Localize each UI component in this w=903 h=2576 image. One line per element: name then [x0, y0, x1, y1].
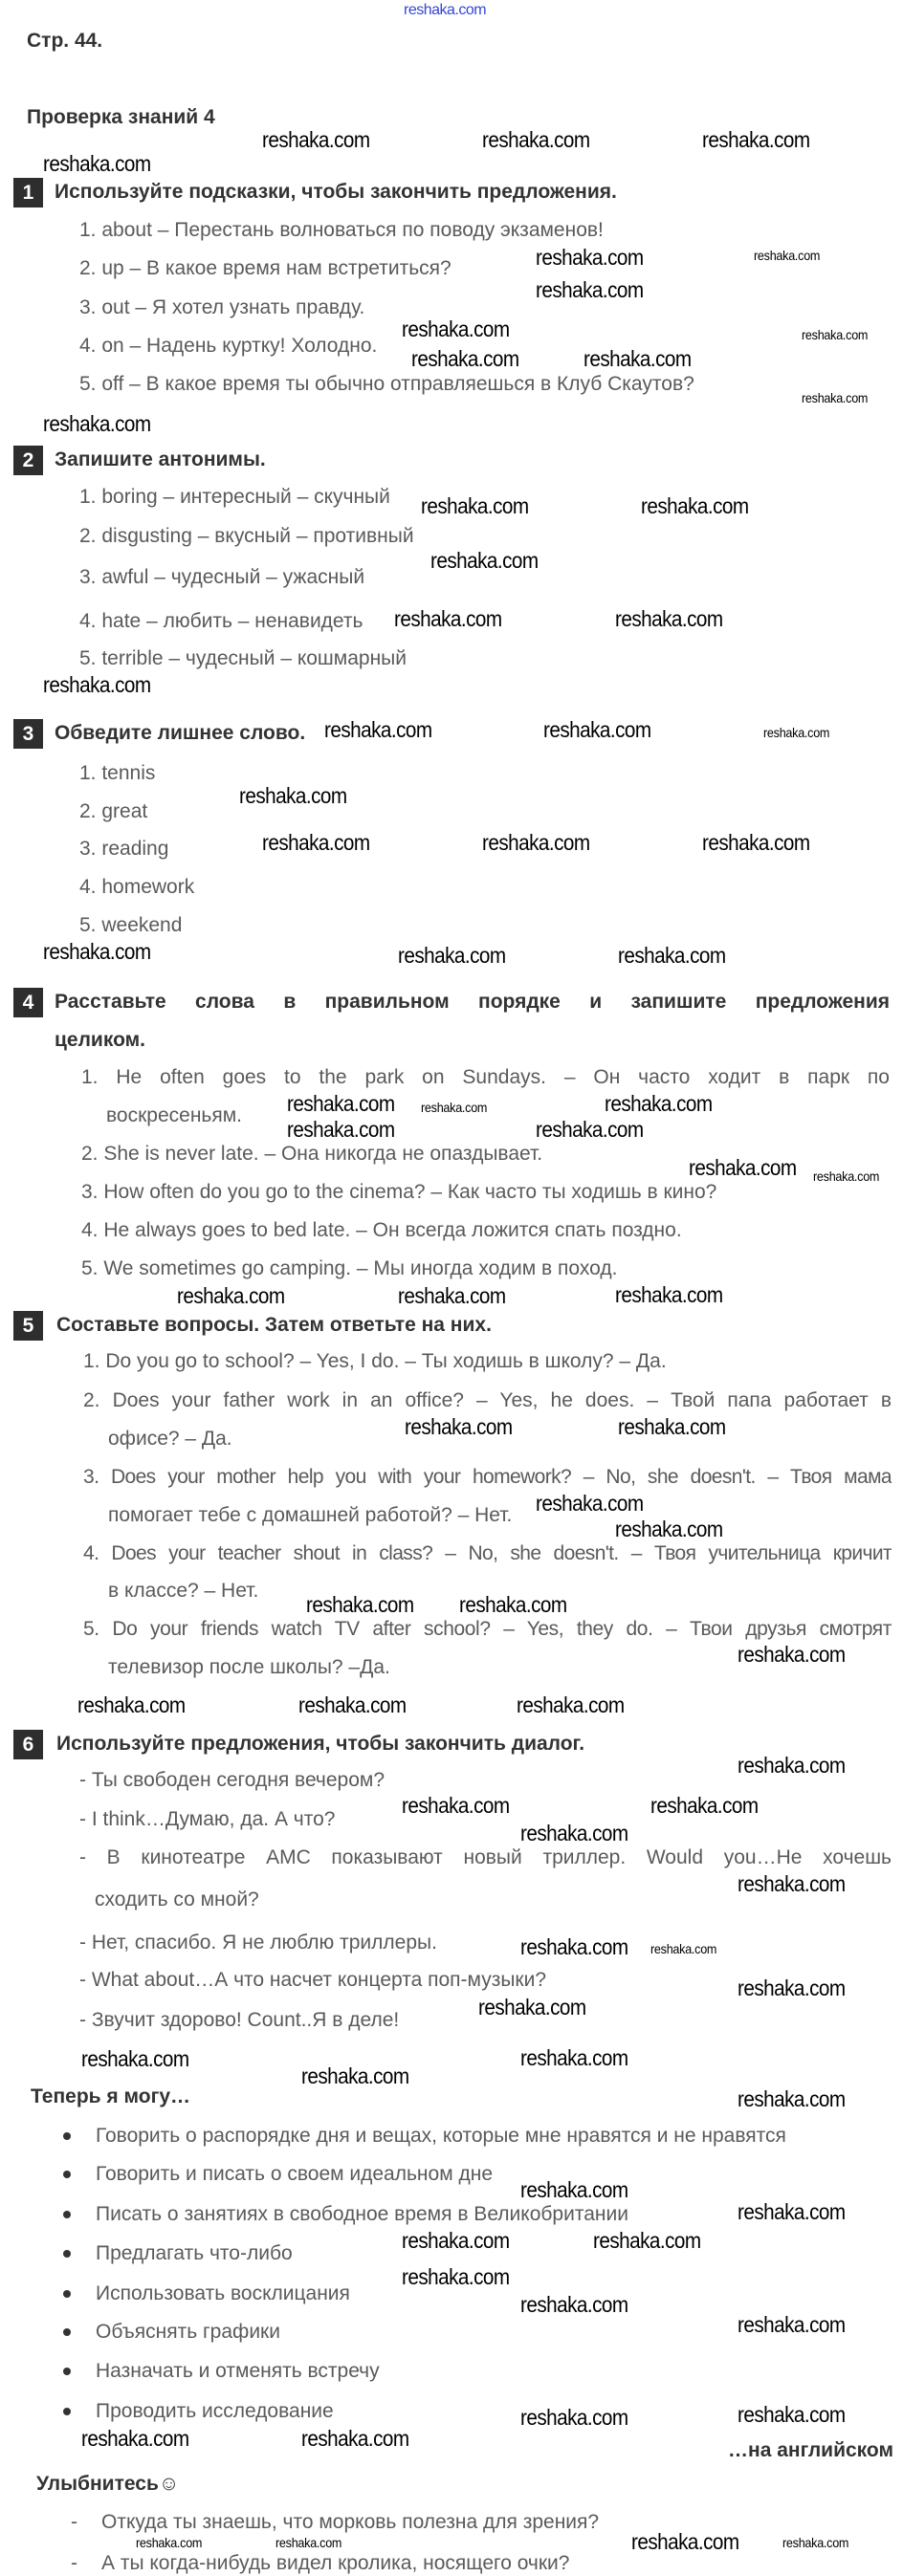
watermark: reshaka.com [262, 830, 370, 855]
can-do-title: Теперь я могу… [31, 2085, 190, 2107]
watermark: reshaka.com [615, 606, 723, 631]
list-item: 2. great [79, 800, 148, 822]
list-item: 2. disgusting – вкусный – противный [79, 525, 414, 547]
watermark: reshaka.com [536, 277, 644, 302]
watermark: reshaka.com [738, 2312, 846, 2337]
section-header: Используйте предложения, чтобы закончить диалог. [56, 1733, 585, 1755]
can-do-item: Использовать восклицания [96, 2282, 350, 2304]
list-item: 2. She is never late. – Она никогда не опаздывает. [81, 1143, 543, 1165]
watermark: reshaka.com [287, 1091, 395, 1116]
watermark: reshaka.com [239, 783, 347, 808]
watermark: reshaka.com [301, 2426, 409, 2451]
list-item: 3. reading [79, 838, 169, 860]
section-header-cont: целиком. [55, 1029, 145, 1051]
list-item: 1. tennis [79, 762, 156, 784]
list-item-cont: помогает тебе с домашней работой? – Нет. [108, 1504, 513, 1526]
list-item: 5. Do your friends watch TV after school? – Yes, they do. – Твои друзья смотрят [83, 1618, 892, 1640]
dialogue-line: - What about…А что насчет концерта поп-музыки? [79, 1969, 547, 1991]
list-item-cont: офисе? – Да. [108, 1428, 232, 1450]
watermark: reshaka.com [536, 1117, 644, 1142]
watermark: reshaka.com [813, 1168, 880, 1184]
watermark: reshaka.com [738, 2402, 846, 2427]
section-header: Обведите лишнее слово. [55, 722, 306, 744]
watermark: reshaka.com [482, 127, 590, 152]
watermark: reshaka.com [81, 2426, 189, 2451]
section-number: 2 [13, 446, 43, 475]
watermark: reshaka.com [536, 1491, 644, 1516]
list-item: 4. on – Надень куртку! Холодно. [79, 335, 378, 357]
watermark: reshaka.com [482, 830, 590, 855]
dialogue-line: - Звучит здорово! Count..Я в деле! [79, 2009, 400, 2031]
section-header: Расставьте слова в правильном порядке и запишите предложения [55, 991, 890, 1013]
can-do-item: Проводить исследование [96, 2400, 334, 2422]
list-item: 1. Do you go to school? – Yes, I do. – Ты ходишь в школу? – Да. [83, 1350, 667, 1372]
list-item: 4. homework [79, 876, 195, 898]
watermark: reshaka.com [543, 717, 651, 742]
watermark: reshaka.com [402, 1793, 510, 1818]
watermark: reshaka.com [298, 1692, 407, 1717]
section-header: Используйте подсказки, чтобы закончить предложения. [55, 181, 617, 203]
bullet-icon [63, 2328, 71, 2336]
list-item: 5. terrible – чудесный – кошмарный [79, 647, 407, 669]
can-do-item: Писать о занятиях в свободное время в Великобритании [96, 2203, 628, 2225]
watermark: reshaka.com [430, 548, 539, 573]
list-item-cont: в классе? – Нет. [108, 1580, 259, 1602]
can-do-item: Предлагать что-либо [96, 2242, 293, 2264]
joke-line: Откуда ты знаешь, что морковь полезна для зрения? [101, 2511, 600, 2533]
watermark: reshaka.com [77, 1692, 186, 1717]
watermark: reshaka.com [618, 943, 726, 968]
bullet-icon [63, 2171, 71, 2178]
list-item: 3. awful – чудесный – ужасный [79, 566, 365, 588]
list-item: 1. boring – интересный – скучный [79, 486, 390, 508]
list-item-cont: телевизор после школы? –Да. [108, 1656, 390, 1678]
section-header: Запишите антонимы. [55, 448, 266, 470]
watermark: reshaka.com [738, 1976, 846, 2000]
watermark: reshaka.com [650, 1941, 717, 1956]
list-item: 5. weekend [79, 914, 183, 936]
watermark: reshaka.com [459, 1592, 567, 1617]
bullet-icon [63, 2290, 71, 2298]
watermark: reshaka.com [402, 2228, 510, 2253]
watermark: reshaka.com [421, 493, 529, 518]
watermark: reshaka.com [405, 1414, 513, 1439]
watermark: reshaka.com [650, 1793, 759, 1818]
watermark: reshaka.com [275, 2535, 342, 2550]
smile-title: Улыбнитесь☺ [36, 2473, 180, 2495]
watermark: reshaka.com [702, 127, 810, 152]
watermark: reshaka.com [605, 1091, 713, 1116]
watermark: reshaka.com [689, 1155, 797, 1180]
list-item: 4. hate – любить – ненавидеть [79, 610, 363, 632]
watermark: reshaka.com [177, 1283, 285, 1308]
watermark: reshaka.com [520, 1934, 628, 1959]
watermark: reshaka.com [411, 346, 519, 371]
watermark: reshaka.com [615, 1517, 723, 1541]
watermark: reshaka.com [306, 1592, 414, 1617]
dialogue-line: - Нет, спасибо. Я не люблю триллеры. [79, 1932, 437, 1954]
watermark: reshaka.com [702, 830, 810, 855]
watermark: reshaka.com [738, 1642, 846, 1667]
can-do-item: Назначать и отменять встречу [96, 2360, 380, 2382]
watermark: reshaka.com [43, 411, 151, 436]
watermark: reshaka.com [782, 2535, 849, 2550]
dialogue-line-cont: сходить со мной? [95, 1888, 259, 1910]
watermark: reshaka.com [421, 1100, 488, 1115]
site-watermark-top[interactable]: reshaka.com [404, 2, 487, 18]
list-item: 3. Does your mother help you with your homework? – No, she doesn't. – Твоя мама [83, 1466, 892, 1488]
watermark: reshaka.com [536, 245, 644, 270]
watermark: reshaka.com [398, 943, 506, 968]
watermark: reshaka.com [81, 2046, 189, 2071]
watermark: reshaka.com [136, 2535, 203, 2550]
section-number: 5 [13, 1311, 43, 1341]
list-item: 2. up – В какое время нам встретиться? [79, 257, 452, 279]
list-item: 5. off – В какое время ты обычно отправляешься в Клуб Скаутов? [79, 373, 694, 395]
list-item: 2. Does your father work in an office? – Yes, he does. – Твой папа работает в [83, 1389, 892, 1411]
section-header: Составьте вопросы. Затем ответьте на них. [56, 1314, 492, 1336]
list-item: 1. He often goes to the park on Sundays. – Он часто ходит в парк по [81, 1066, 890, 1088]
list-item: 3. How often do you go to the cinema? – Как часто ты ходишь в кино? [81, 1181, 717, 1203]
watermark: reshaka.com [394, 606, 502, 631]
watermark: reshaka.com [43, 672, 151, 697]
watermark: reshaka.com [738, 1871, 846, 1896]
can-do-item: Говорить и писать о своем идеальном дне [96, 2163, 494, 2185]
watermark: reshaka.com [287, 1117, 395, 1142]
list-item-cont: воскресеньям. [106, 1104, 243, 1126]
can-do-suffix: …на английском [728, 2439, 893, 2461]
page-label: Стр. 44. [27, 30, 103, 52]
section-number: 3 [13, 719, 43, 749]
watermark: reshaka.com [802, 390, 869, 405]
list-item: 5. We sometimes go camping. – Мы иногда ходим в поход. [81, 1257, 618, 1279]
dialogue-line: - В кинотеатре АМС показывают новый триллер. Would you…Не хочешь [79, 1846, 892, 1868]
watermark: reshaka.com [517, 1692, 625, 1717]
watermark: reshaka.com [754, 248, 821, 263]
watermark: reshaka.com [398, 1283, 506, 1308]
watermark: reshaka.com [478, 1995, 586, 2019]
dialogue-line: - I think…Думаю, да. А что? [79, 1808, 336, 1830]
list-item: 4. He always goes to bed late. – Он всегда ложится спать поздно. [81, 1219, 682, 1241]
joke-line: А ты когда-нибудь видел кролика, носящего очки? [101, 2552, 570, 2574]
watermark: reshaka.com [520, 2177, 628, 2202]
watermark: reshaka.com [402, 317, 510, 341]
can-do-item: Объяснять графики [96, 2321, 280, 2343]
watermark: reshaka.com [43, 151, 151, 176]
list-item: 3. out – Я хотел узнать правду. [79, 296, 365, 318]
section-number: 1 [13, 178, 43, 207]
can-do-item: Говорить о распорядке дня и вещах, которые мне нравятся и не нравятся [96, 2125, 786, 2147]
watermark: reshaka.com [520, 1821, 628, 1845]
watermark: reshaka.com [520, 2045, 628, 2070]
watermark: reshaka.com [593, 2228, 701, 2253]
section-number: 4 [13, 988, 43, 1017]
watermark: reshaka.com [738, 2199, 846, 2224]
bullet-icon [63, 2408, 71, 2415]
watermark: reshaka.com [738, 2086, 846, 2111]
watermark: reshaka.com [262, 127, 370, 152]
watermark: reshaka.com [615, 1282, 723, 1307]
watermark: reshaka.com [43, 939, 151, 964]
dialogue-line: - Ты свободен сегодня вечером? [79, 1769, 385, 1791]
watermark: reshaka.com [324, 717, 432, 742]
watermark: reshaka.com [802, 327, 869, 342]
watermark: reshaka.com [763, 725, 830, 740]
dash-icon: - [71, 2552, 77, 2574]
watermark: reshaka.com [738, 1753, 846, 1778]
watermark: reshaka.com [618, 1414, 726, 1439]
list-item: 1. about – Перестань волноваться по поводу экзаменов! [79, 219, 604, 241]
page-title: Проверка знаний 4 [27, 106, 215, 128]
dash-icon: - [71, 2511, 77, 2533]
bullet-icon [63, 2368, 71, 2375]
bullet-icon [63, 2211, 71, 2218]
bullet-icon [63, 2250, 71, 2258]
watermark: reshaka.com [584, 346, 692, 371]
watermark: reshaka.com [641, 493, 749, 518]
watermark: reshaka.com [520, 2405, 628, 2430]
bullet-icon [63, 2132, 71, 2140]
section-number: 6 [13, 1730, 43, 1759]
watermark: reshaka.com [631, 2529, 739, 2554]
watermark: reshaka.com [520, 2292, 628, 2317]
list-item: 4. Does your teacher shout in class? – No, she doesn't. – Твоя учительница кричит [83, 1542, 892, 1564]
watermark: reshaka.com [301, 2063, 409, 2088]
watermark: reshaka.com [402, 2264, 510, 2289]
